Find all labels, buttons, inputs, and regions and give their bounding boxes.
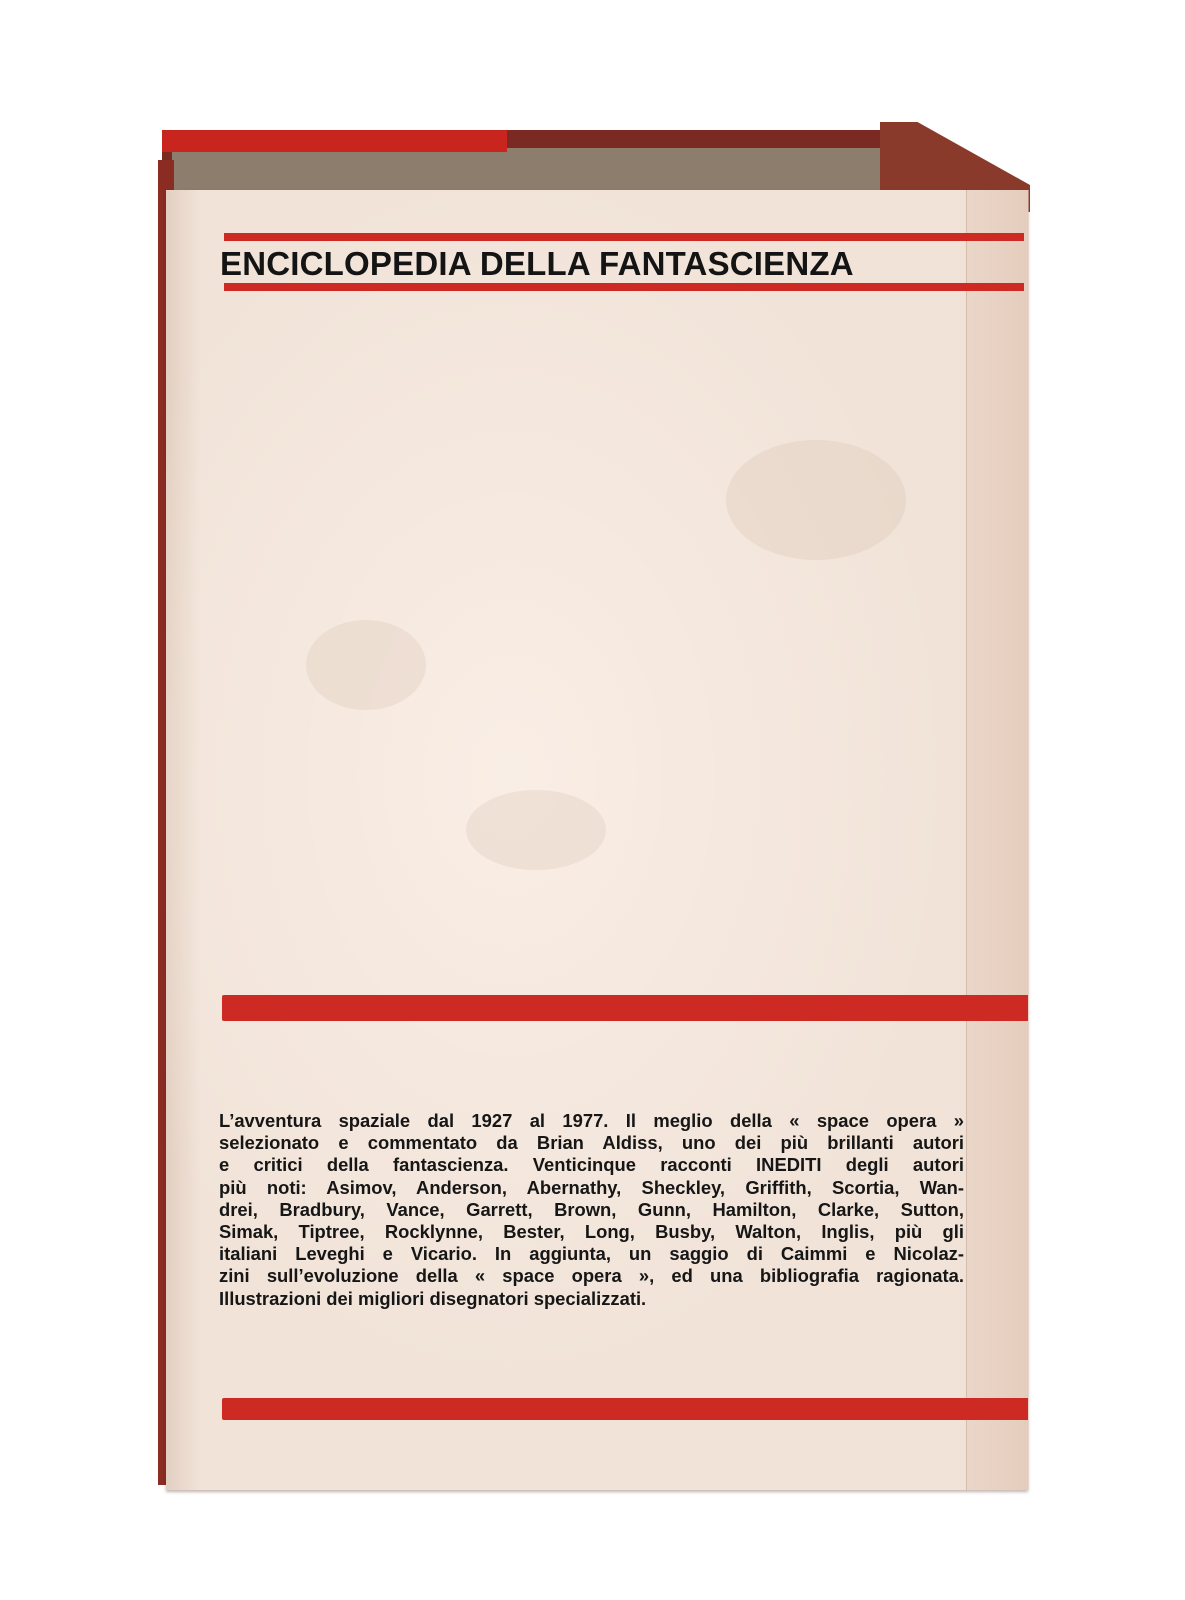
- blurb-line: selezionato e commentato da Brian Aldiss, uno dei più brillanti autori: [219, 1132, 964, 1154]
- book-red-ribbon: [162, 130, 507, 152]
- book-page-edge: [172, 148, 892, 190]
- title-stripe-top: [224, 233, 1024, 241]
- middle-red-band: [222, 995, 1028, 1021]
- paper-stain: [466, 790, 606, 870]
- blurb-line: Illustrazioni dei migliori disegnatori specializzati.: [219, 1287, 647, 1309]
- paper-stain: [306, 620, 426, 710]
- blurb-line: zini sull’evoluzione della « space opera », ed una bibliografia ragionata.: [219, 1265, 964, 1287]
- paper-stain: [726, 440, 906, 560]
- blurb-line: Simak, Tiptree, Rocklynne, Bester, Long, Busby, Walton, Inglis, più gli: [219, 1221, 964, 1243]
- jacket-flap-fold: [966, 190, 1029, 1490]
- back-cover-blurb: [219, 1110, 964, 1310]
- title-stripe-bottom: [224, 283, 1024, 291]
- blurb-line: e critici della fantascienza. Venticinque racconti INEDITI degli autori: [219, 1154, 964, 1176]
- bottom-red-band: [222, 1398, 1028, 1420]
- blurb-line: drei, Bradbury, Vance, Garrett, Brown, Gunn, Hamilton, Clarke, Sutton,: [219, 1198, 964, 1220]
- blurb-line: più noti: Asimov, Anderson, Abernathy, Sheckley, Griffith, Scortia, Wan-: [219, 1176, 964, 1198]
- blurb-line: italiani Leveghi e Vicario. In aggiunta, un saggio di Caimmi e Nicolaz-: [219, 1243, 964, 1265]
- blurb-line: L’avventura spaziale dal 1927 al 1977. Il meglio della « space opera »: [219, 1110, 964, 1131]
- series-title: ENCICLOPEDIA DELLA FANTASCIENZA: [220, 245, 854, 282]
